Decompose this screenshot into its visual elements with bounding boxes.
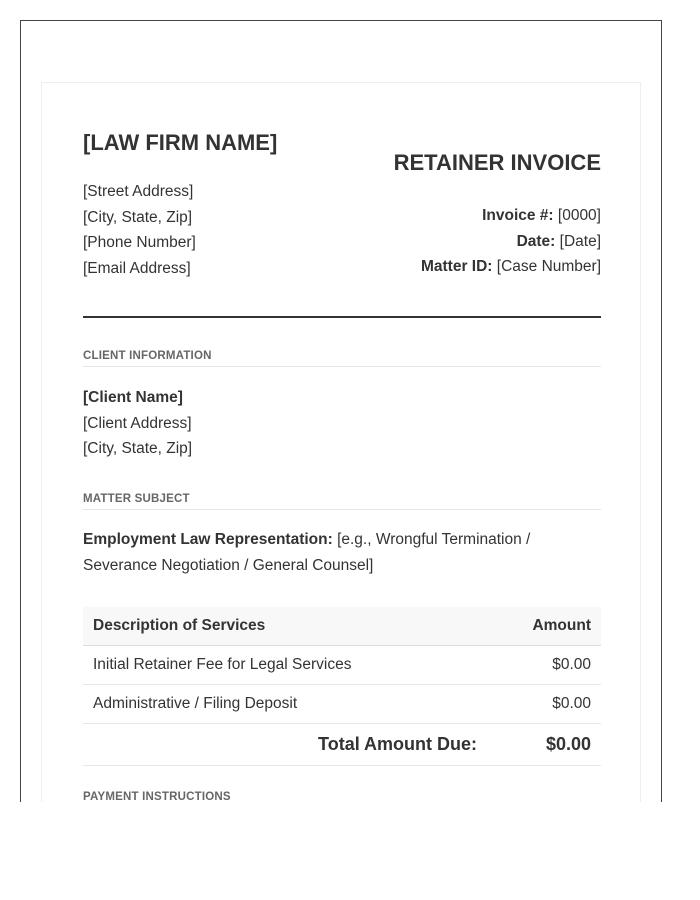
- service-description: Administrative / Filing Deposit: [83, 685, 487, 724]
- total-amount: $0.00: [487, 724, 601, 766]
- matter-subject-value: [e.g., Wrongful Termination / Severance Negotiation / General Counsel]: [83, 531, 531, 574]
- matter-id-value: [Case Number]: [496, 258, 601, 276]
- amount-header: Amount: [487, 607, 601, 646]
- client-name: [Client Name]: [83, 389, 183, 406]
- matter-id: [421, 254, 601, 280]
- service-amount: $0.00: [487, 685, 601, 724]
- total-label: Total Amount Due:: [83, 724, 487, 766]
- client-address: [Client Address]: [83, 414, 192, 432]
- header-divider: [83, 316, 601, 318]
- invoice-date: [421, 229, 601, 255]
- firm-email: [Email Address]: [83, 260, 191, 278]
- invoice-number-value: [0000]: [557, 207, 601, 224]
- service-amount: $0.00: [487, 646, 601, 685]
- firm-name: [LAW FIRM NAME]: [83, 130, 278, 155]
- firm-street: [Street Address]: [83, 183, 194, 200]
- client-section-label: CLIENT INFORMATION: [83, 350, 601, 367]
- invoice-number: [421, 203, 601, 229]
- matter-subject-label: Employment Law Representation:: [83, 531, 333, 548]
- invoice-meta: [421, 203, 601, 280]
- invoice-date-value: [Date]: [559, 232, 601, 250]
- table-row: [83, 685, 601, 724]
- client-city: [City, State, Zip]: [83, 440, 193, 458]
- matter-subject: [83, 527, 583, 579]
- description-header: Description of Services: [83, 607, 487, 646]
- invoice-date-label: Date:: [516, 232, 556, 250]
- matter-section-label: MATTER SUBJECT: [83, 493, 601, 510]
- invoice-number-label: Invoice #:: [482, 207, 554, 224]
- matter-id-label: Matter ID:: [420, 258, 493, 276]
- firm-contact: [83, 179, 196, 282]
- invoice-title: RETAINER INVOICE: [393, 150, 601, 175]
- service-description: Initial Retainer Fee for Legal Services: [83, 646, 487, 685]
- firm-phone: [Phone Number]: [83, 234, 196, 252]
- services-header-row: [83, 607, 601, 646]
- table-row: [83, 646, 601, 685]
- client-info: [83, 385, 192, 462]
- services-table: [83, 607, 601, 766]
- invoice-page: [41, 82, 641, 802]
- payment-section-label: PAYMENT INSTRUCTIONS: [83, 791, 601, 802]
- total-row: [83, 724, 601, 766]
- firm-city: [City, State, Zip]: [83, 208, 193, 226]
- document-viewport[interactable]: [20, 20, 662, 802]
